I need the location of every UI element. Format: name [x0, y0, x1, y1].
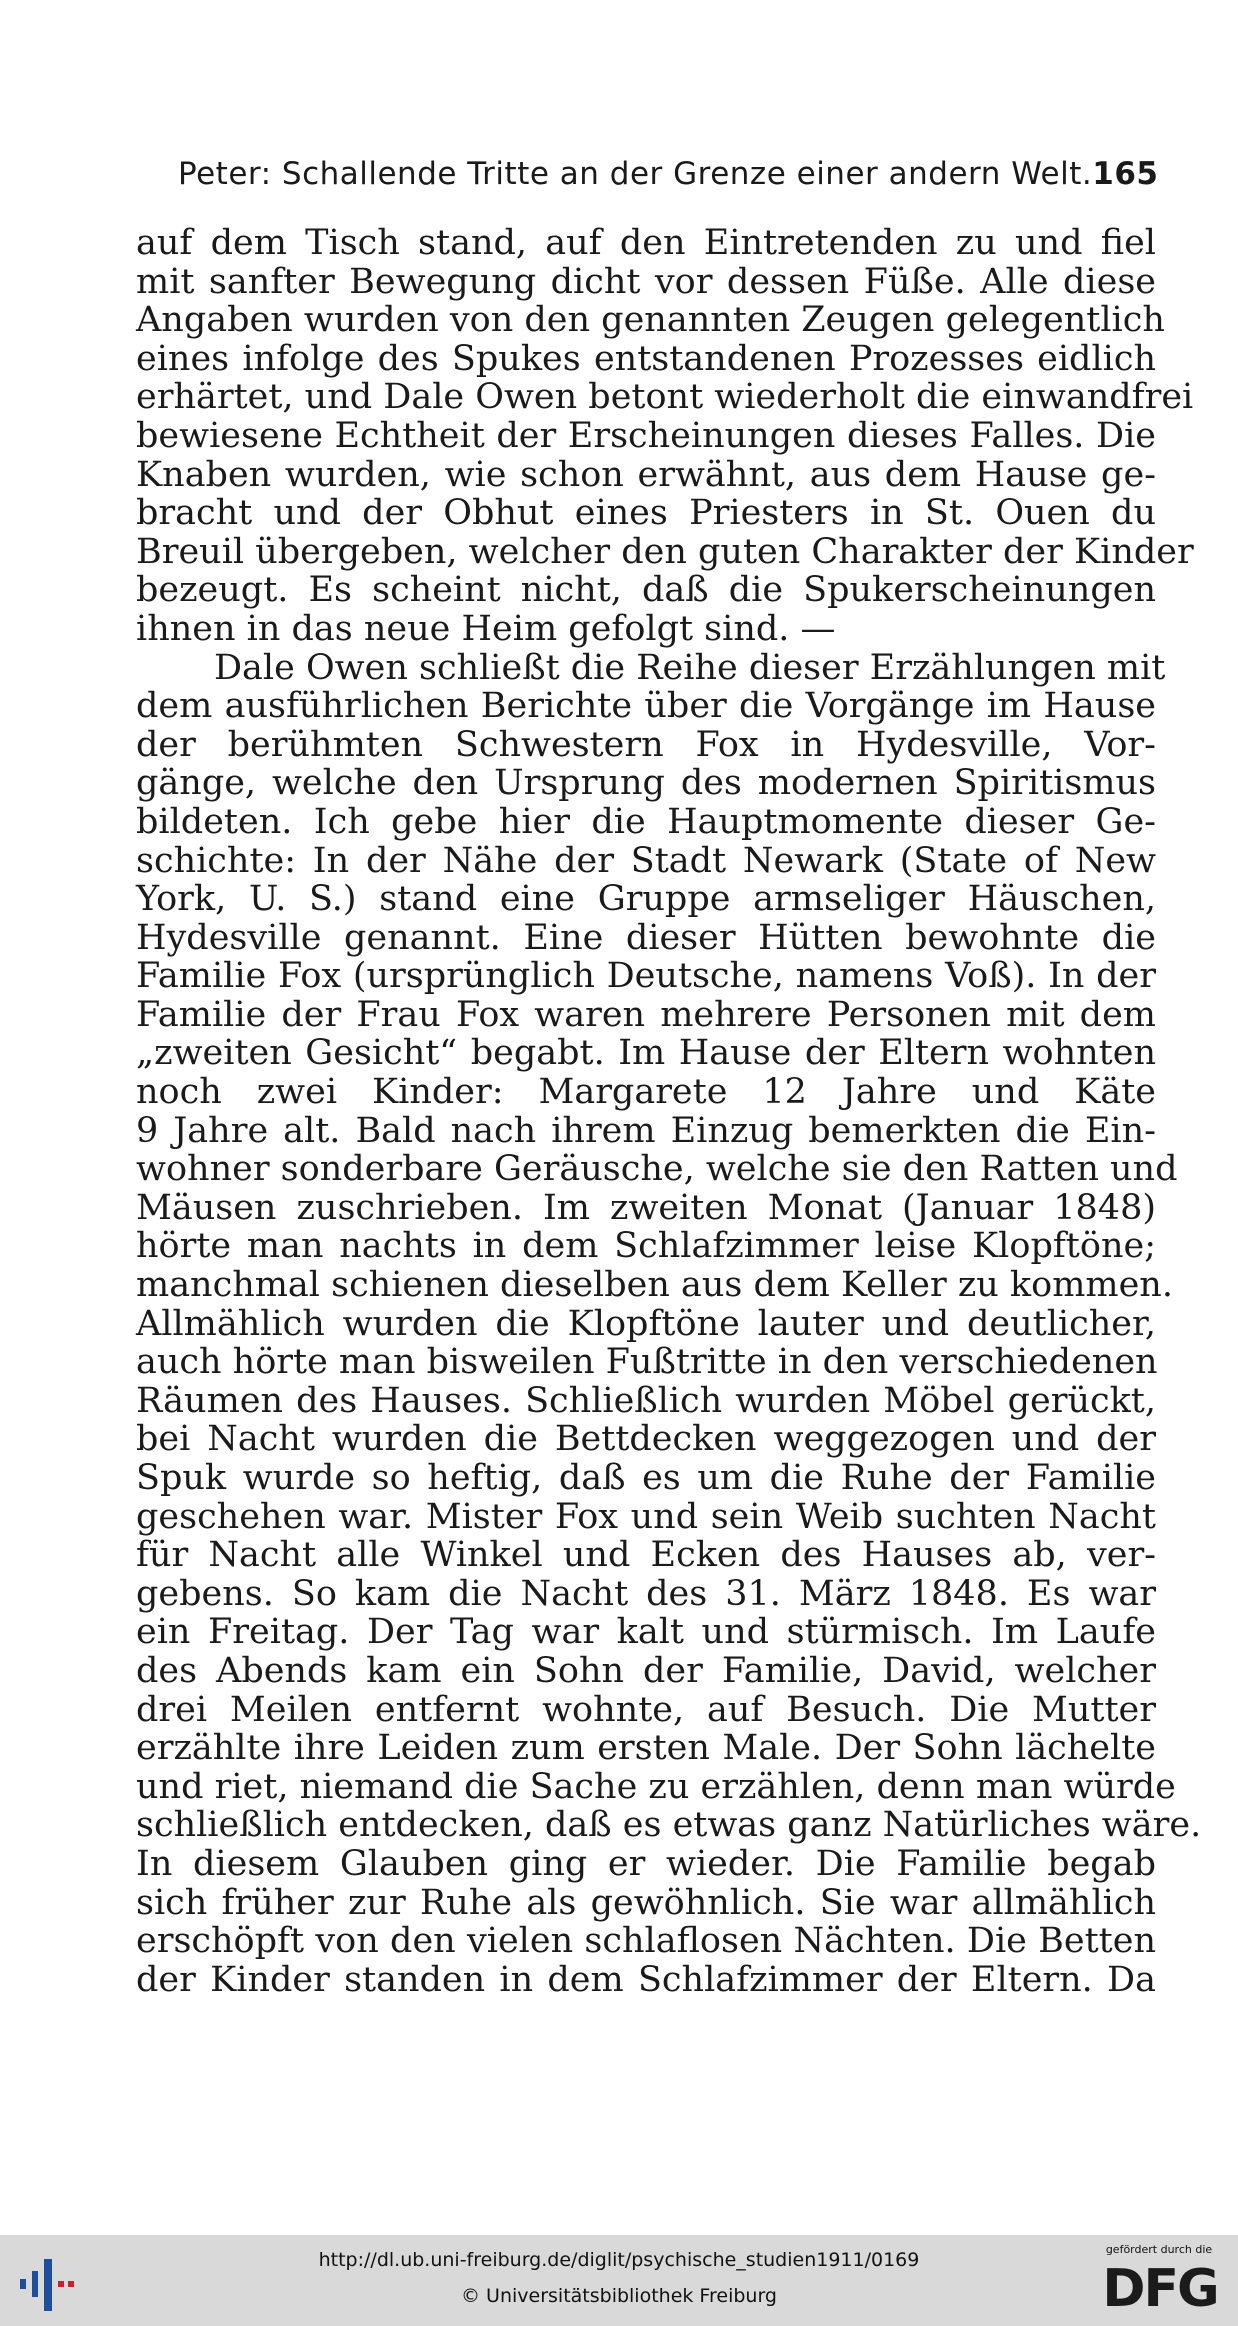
text-line: mit sanfter Bewegung dicht vor dessen Füße. Alle diese [136, 261, 1156, 302]
text-line: Dale Owen schließt die Reihe dieser Erzählungen mit [214, 647, 1166, 688]
text-line: Allmählich wurden die Klopftöne lauter und deutlicher, [136, 1303, 1156, 1344]
text-line: wohner sonderbare Geräusche, welche sie den Ratten und [136, 1149, 1178, 1190]
text-line: bei Nacht wurden die Bettdecken weggezogen und der [136, 1419, 1156, 1460]
text-line: dem ausführlichen Berichte über die Vorgänge im Hause [136, 686, 1156, 727]
page-number: 165 [1092, 156, 1159, 192]
text-line: Knaben wurden, wie schon erwähnt, aus dem Hause ge- [136, 454, 1156, 495]
text-line: York, U. S.) stand eine Gruppe armseliger Häuschen, [136, 879, 1156, 920]
text-line: auf dem Tisch stand, auf den Eintretenden zu und fiel [136, 223, 1156, 263]
text-line: des Abends kam ein Sohn der Familie, David, welcher [136, 1650, 1156, 1691]
text-line: bildeten. Ich gebe hier die Hauptmomente dieser Ge- [136, 801, 1156, 842]
dfg-caption: gefördert durch die [1105, 2243, 1213, 2256]
text-line: der berühmten Schwestern Fox in Hydesville, Vor- [136, 724, 1156, 765]
text-line: Mäusen zuschrieben. Im zweiten Monat (Januar 1848) [136, 1187, 1156, 1228]
dfg-badge[interactable] [1084, 2243, 1234, 2323]
text-line: und riet, niemand die Sache zu erzählen, denn man würde [136, 1766, 1176, 1807]
text-line: auch hörte man bisweilen Fußtritte in den verschiedenen [136, 1342, 1158, 1383]
text-line: schichte: In der Nähe der Stadt Newark (State of New [136, 840, 1156, 881]
text-line: bewiesene Echtheit der Erscheinungen dieses Falles. Die [136, 415, 1156, 456]
running-title: Peter: Schallende Tritte an der Grenze einer andern Welt. [178, 156, 1093, 192]
text-line: ihnen in das neue Heim gefolgt sind. — [136, 608, 836, 649]
text-line: sich früher zur Ruhe als gewöhnlich. Sie war allmählich [136, 1882, 1156, 1923]
text-line: ein Freitag. Der Tag war kalt und stürmisch. Im Laufe [136, 1612, 1156, 1653]
permalink-url[interactable]: http://dl.ub.uni-freiburg.de/diglit/psychische_studien1911/0169 [318, 2249, 920, 2271]
text-line: hörte man nachts in dem Schlafzimmer leise Klopftöne; [136, 1226, 1156, 1267]
text-line: manchmal schienen dieselben aus dem Keller zu kommen. [136, 1265, 1173, 1306]
text-line: eines infolge des Spukes entstandenen Prozesses eidlich [136, 338, 1156, 379]
text-line: geschehen war. Mister Fox und sein Weib suchten Nacht [136, 1496, 1156, 1537]
running-head [178, 156, 1158, 192]
text-line: drei Meilen entfernt wohnte, auf Besuch. Die Mutter [136, 1689, 1156, 1730]
text-line: für Nacht alle Winkel und Ecken des Hauses ab, ver- [136, 1535, 1156, 1576]
text-line: Angaben wurden von den genannten Zeugen gelegentlich [136, 300, 1165, 341]
text-line: gänge, welche den Ursprung des modernen Spiritismus [136, 763, 1156, 804]
text-line: gebens. So kam die Nacht des 31. März 1848. Es war [136, 1573, 1156, 1614]
viewer-footer-bar [0, 2235, 1238, 2326]
text-line: der Kinder standen in dem Schlafzimmer der Eltern. Da [136, 1959, 1156, 2000]
text-line: Hydesville genannt. Eine dieser Hütten bewohnte die [136, 917, 1156, 958]
text-line: 9 Jahre alt. Bald nach ihrem Einzug bemerkten die Ein- [136, 1110, 1156, 1151]
text-line: Familie der Frau Fox waren mehrere Personen mit dem [136, 994, 1156, 1035]
text-line: erhärtet, und Dale Owen betont wiederholt die einwandfrei [136, 377, 1194, 418]
dfg-logo-icon: DFG [1102, 2259, 1218, 2319]
text-line: Familie Fox (ursprünglich Deutsche, namens Voß). In der [136, 956, 1156, 997]
text-line: bracht und der Obhut eines Priesters in St. Ouen du [136, 493, 1156, 534]
text-line: erzählte ihre Leiden zum ersten Male. Der Sohn lächelte [136, 1728, 1156, 1769]
body-text [136, 223, 1202, 2000]
text-line: Spuk wurde so heftig, daß es um die Ruhe der Familie [136, 1458, 1156, 1498]
text-line: erschöpft von den vielen schlaflosen Nächten. Die Betten [136, 1921, 1156, 1962]
text-line: Breuil übergeben, welcher den guten Charakter der Kinder [136, 531, 1194, 572]
text-line: bezeugt. Es scheint nicht, daß die Spukerscheinungen [136, 570, 1156, 611]
copyright-notice: © Universitätsbibliothek Freiburg [461, 2285, 777, 2307]
text-line: schließlich entdecken, daß es etwas ganz Natürliches wäre. [136, 1805, 1202, 1846]
text-line: „zweiten Gesicht“ begabt. Im Hause der Eltern wohnten [136, 1033, 1156, 1074]
text-line: noch zwei Kinder: Margarete 12 Jahre und Käte [136, 1072, 1156, 1113]
text-line: Räumen des Hauses. Schließlich wurden Möbel gerückt, [136, 1380, 1156, 1421]
text-line: In diesem Glauben ging er wieder. Die Familie begab [136, 1843, 1156, 1884]
